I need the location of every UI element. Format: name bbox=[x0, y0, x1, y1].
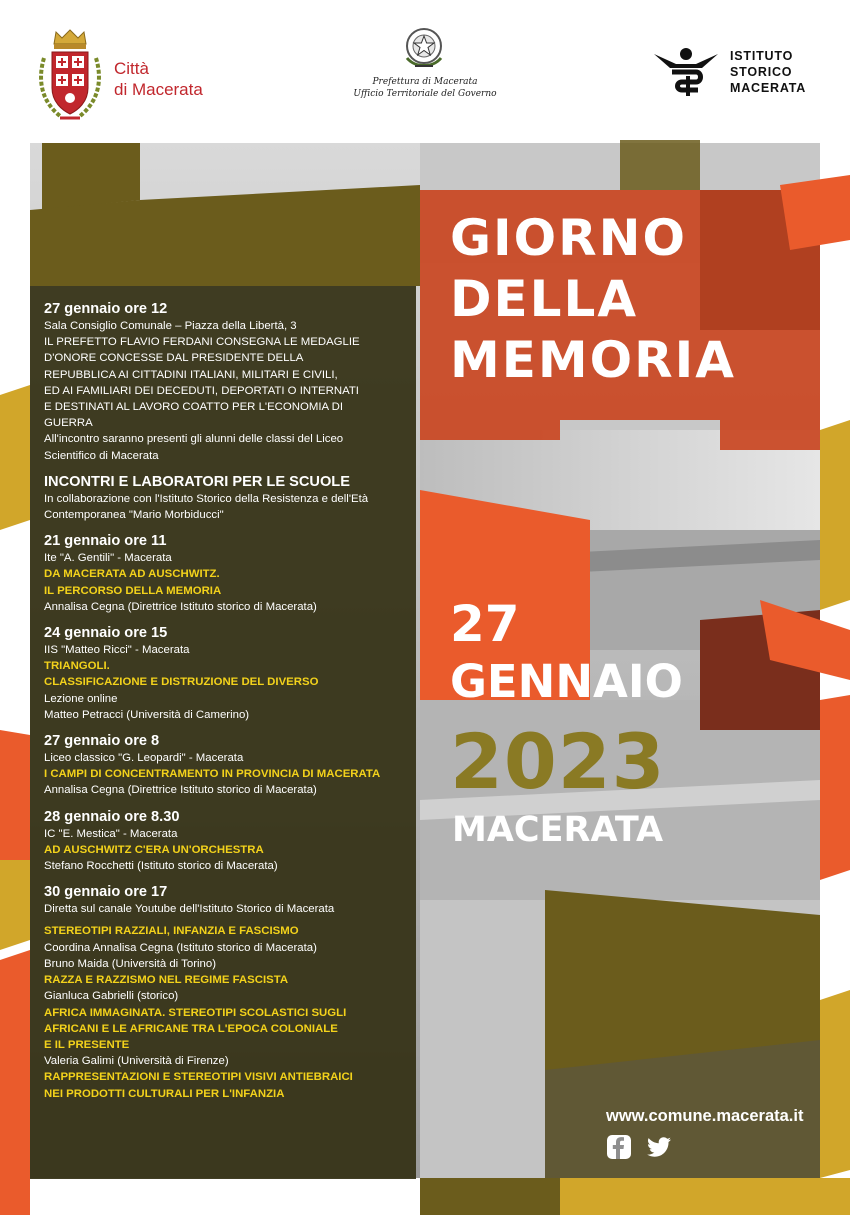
event-place: IIS "Matteo Ricci" - Macerata bbox=[44, 644, 190, 657]
event-mode: Lezione online bbox=[44, 692, 118, 705]
event-speaker: Matteo Petracci (Università di Camerino) bbox=[44, 708, 250, 721]
event-desc-line: IL PREFETTO FLAVIO FERDANI CONSEGNA LE MEDAGLIE bbox=[44, 336, 360, 349]
event-place: Liceo classico "G. Leopardi" - Macerata bbox=[44, 752, 244, 765]
event-speaker: Annalisa Cegna (Direttrice Istituto storico di Macerata) bbox=[44, 600, 317, 613]
event-title-line: NEI PRODOTTI CULTURALI PER L'INFANZIA bbox=[44, 1087, 285, 1100]
event-ceremony bbox=[44, 300, 414, 464]
workshops-desc-line: Contemporanea "Mario Morbiducci" bbox=[44, 509, 224, 522]
event-speaker: Bruno Maida (Università di Torino) bbox=[44, 957, 216, 970]
institute-logo-line1: ISTITUTO bbox=[730, 49, 794, 63]
poster-city: MACERATA bbox=[452, 810, 664, 850]
event-webinar bbox=[44, 883, 414, 1101]
event-desc-line: D'ONORE CONCESSE DAL PRESIDENTE DELLA bbox=[44, 352, 304, 365]
event-desc-line: REPUBBLICA AI CITTADINI ITALIANI, MILITARI E CIVILI, bbox=[44, 368, 338, 381]
twitter-icon[interactable] bbox=[646, 1134, 672, 1160]
event-title-line: DA MACERATA AD AUSCHWITZ. bbox=[44, 568, 220, 581]
italian-republic-emblem-icon bbox=[401, 24, 447, 72]
event-title-line: E IL PRESENTE bbox=[44, 1038, 130, 1051]
poster-month: GENNAIO bbox=[450, 655, 683, 708]
poster-year: 2023 bbox=[450, 717, 666, 806]
event-when: 27 gennaio ore 8 bbox=[44, 733, 160, 750]
workshops-desc-line: In collaborazione con l'Istituto Storico della Resistenza e dell'Età bbox=[44, 492, 369, 505]
event-title-line: TRIANGOLI. bbox=[44, 660, 110, 673]
event-speaker: Stefano Rocchetti (Istituto storico di Macerata) bbox=[44, 860, 278, 873]
event-speaker: Valeria Galimi (Università di Firenze) bbox=[44, 1055, 229, 1068]
poster-title bbox=[450, 208, 736, 391]
institute-logo-line3: MACERATA bbox=[730, 81, 807, 95]
event-speaker: Annalisa Cegna (Direttrice Istituto storico di Macerata) bbox=[44, 784, 317, 797]
event-title-line: CLASSIFICAZIONE E DISTRUZIONE DEL DIVERSO bbox=[44, 676, 319, 689]
city-crest-icon bbox=[34, 28, 106, 128]
event-title-line: AFRICA IMMAGINATA. STEREOTIPI SCOLASTICI SUGLI bbox=[44, 1006, 347, 1019]
poster-title-line1: GIORNO bbox=[450, 209, 687, 267]
event-title-line: AFRICANI E LE AFRICANE TRA L'EPOCA COLONIALE bbox=[44, 1022, 338, 1035]
poster-title-line2: DELLA bbox=[450, 270, 639, 328]
event-workshop-2 bbox=[44, 624, 414, 723]
website-link[interactable]: www.comune.macerata.it bbox=[606, 1107, 804, 1125]
prefecture-logo-line1: Prefettura di Macerata bbox=[372, 77, 478, 87]
poster-title-line3: MEMORIA bbox=[450, 331, 736, 389]
event-when: 28 gennaio ore 8.30 bbox=[44, 808, 180, 825]
institute-logo-icon bbox=[652, 46, 720, 96]
event-place: Sala Consiglio Comunale – Piazza della Libertà, 3 bbox=[44, 320, 297, 332]
event-title-line: AD AUSCHWITZ C'ERA UN'ORCHESTRA bbox=[44, 843, 264, 856]
event-when: 30 gennaio ore 17 bbox=[44, 884, 168, 901]
event-title-line: RAZZA E RAZZISMO NEL REGIME FASCISTA bbox=[44, 974, 289, 987]
city-logo-line1: Città bbox=[114, 59, 149, 78]
event-desc-line: GUERRA bbox=[44, 417, 93, 430]
event-title-line: STEREOTIPI RAZZIALI, INFANZIA E FASCISMO bbox=[44, 925, 299, 938]
event-workshop-1 bbox=[44, 532, 414, 615]
event-when: 24 gennaio ore 15 bbox=[44, 625, 168, 642]
city-logo-line2: di Macerata bbox=[114, 80, 203, 99]
event-when: 21 gennaio ore 11 bbox=[44, 533, 167, 550]
event-note-line: Scientifico di Macerata bbox=[44, 449, 159, 462]
facebook-icon[interactable] bbox=[606, 1134, 632, 1160]
event-title-line: I CAMPI DI CONCENTRAMENTO IN PROVINCIA DI MACERATA bbox=[44, 768, 381, 781]
event-note-line: All'incontro saranno presenti gli alunni delle classi del Liceo bbox=[44, 433, 344, 446]
event-speaker: Gianluca Gabrielli (storico) bbox=[44, 990, 179, 1003]
workshops-section bbox=[44, 473, 414, 523]
institute-logo-line2: STORICO bbox=[730, 65, 793, 79]
workshops-heading: INCONTRI E LABORATORI PER LE SCUOLE bbox=[44, 473, 350, 490]
program-content bbox=[44, 300, 414, 1102]
prefecture-logo-line2: Ufficio Territoriale del Governo bbox=[353, 89, 497, 99]
event-place: Diretta sul canale Youtube dell'Istituto Storico di Macerata bbox=[44, 903, 335, 916]
institute-logo-text bbox=[730, 48, 806, 96]
city-logo-text bbox=[114, 58, 203, 100]
event-place: IC "E. Mestica" - Macerata bbox=[44, 827, 178, 840]
event-title-line: RAPPRESENTAZIONI E STEREOTIPI VISIVI ANTIEBRAICI bbox=[44, 1071, 353, 1084]
event-place: Ite "A. Gentili" - Macerata bbox=[44, 552, 172, 565]
prefecture-logo-text bbox=[350, 76, 500, 100]
poster-day: 27 bbox=[450, 595, 520, 653]
event-desc-line: ED AI FAMILIARI DEI DECEDUTI, DEPORTATI O INTERNATI bbox=[44, 384, 359, 397]
event-when: 27 gennaio ore 12 bbox=[44, 301, 168, 317]
header bbox=[0, 0, 850, 140]
event-title-line: IL PERCORSO DELLA MEMORIA bbox=[44, 584, 222, 597]
event-speaker: Coordina Annalisa Cegna (Istituto storico di Macerata) bbox=[44, 941, 317, 954]
event-workshop-4 bbox=[44, 808, 414, 875]
event-desc-line: E DESTINATI AL LAVORO COATTO PER L'ECONOMIA DI bbox=[44, 401, 344, 414]
event-workshop-3 bbox=[44, 732, 414, 799]
